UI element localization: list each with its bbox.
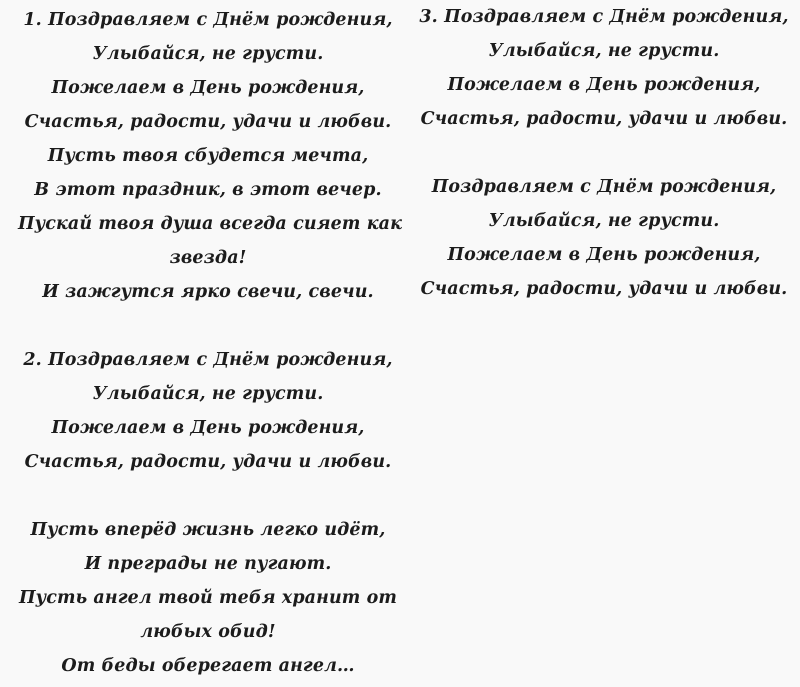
lyric-line: Пожелаем в День рождения, bbox=[51, 78, 365, 98]
chorus bbox=[414, 170, 794, 306]
lyric-line: Улыбайся, не грусти. bbox=[92, 44, 324, 64]
lyric-line: звезда! bbox=[169, 248, 247, 268]
lyric-line: Счастья, радости, удачи и любви. bbox=[24, 112, 392, 132]
verse-3 bbox=[414, 0, 794, 136]
lyric-line: 2. Поздравляем с Днём рождения, bbox=[23, 350, 393, 370]
lyric-line: Пускай твоя душа всегда сияет как bbox=[18, 214, 403, 234]
lyric-line: Пожелаем в День рождения, bbox=[51, 418, 365, 438]
lyrics-left-column bbox=[18, 0, 403, 683]
lyric-line: Счастья, радости, удачи и любви. bbox=[420, 109, 788, 129]
lyric-line: любых обид! bbox=[140, 622, 276, 642]
verse-2-part-1 bbox=[18, 343, 398, 479]
verse-1 bbox=[18, 3, 403, 309]
lyric-line: Пусть вперёд жизнь легко идёт, bbox=[30, 520, 386, 540]
stanza-gap bbox=[414, 136, 794, 170]
lyric-line: 3. Поздравляем с Днём рождения, bbox=[419, 7, 789, 27]
verse-2-part-2 bbox=[18, 513, 398, 683]
lyric-line: Улыбайся, не грусти. bbox=[92, 384, 324, 404]
lyric-line: Счастья, радости, удачи и любви. bbox=[24, 452, 392, 472]
lyric-line: Пожелаем в День рождения, bbox=[447, 245, 761, 265]
lyric-line: 1. Поздравляем с Днём рождения, bbox=[23, 10, 393, 30]
lyric-line: Пожелаем в День рождения, bbox=[447, 75, 761, 95]
lyric-line: В этот праздник, в этот вечер. bbox=[34, 180, 382, 200]
lyric-line: Пусть ангел твой тебя хранит от bbox=[19, 588, 397, 608]
lyric-line: Поздравляем с Днём рождения, bbox=[431, 177, 777, 197]
lyric-line: Улыбайся, не грусти. bbox=[488, 211, 720, 231]
lyric-line: И преграды не пугают. bbox=[84, 554, 332, 574]
stanza-gap bbox=[18, 309, 398, 343]
lyric-line: Счастья, радости, удачи и любви. bbox=[420, 279, 788, 299]
lyric-line: И зажгутся ярко свечи, свечи. bbox=[42, 282, 374, 302]
lyric-line: От беды оберегает ангел… bbox=[61, 656, 355, 676]
lyric-line: Улыбайся, не грусти. bbox=[488, 41, 720, 61]
lyrics-right-column bbox=[414, 0, 794, 306]
stanza-gap bbox=[18, 479, 398, 513]
lyric-line: Пусть твоя сбудется мечта, bbox=[47, 146, 369, 166]
